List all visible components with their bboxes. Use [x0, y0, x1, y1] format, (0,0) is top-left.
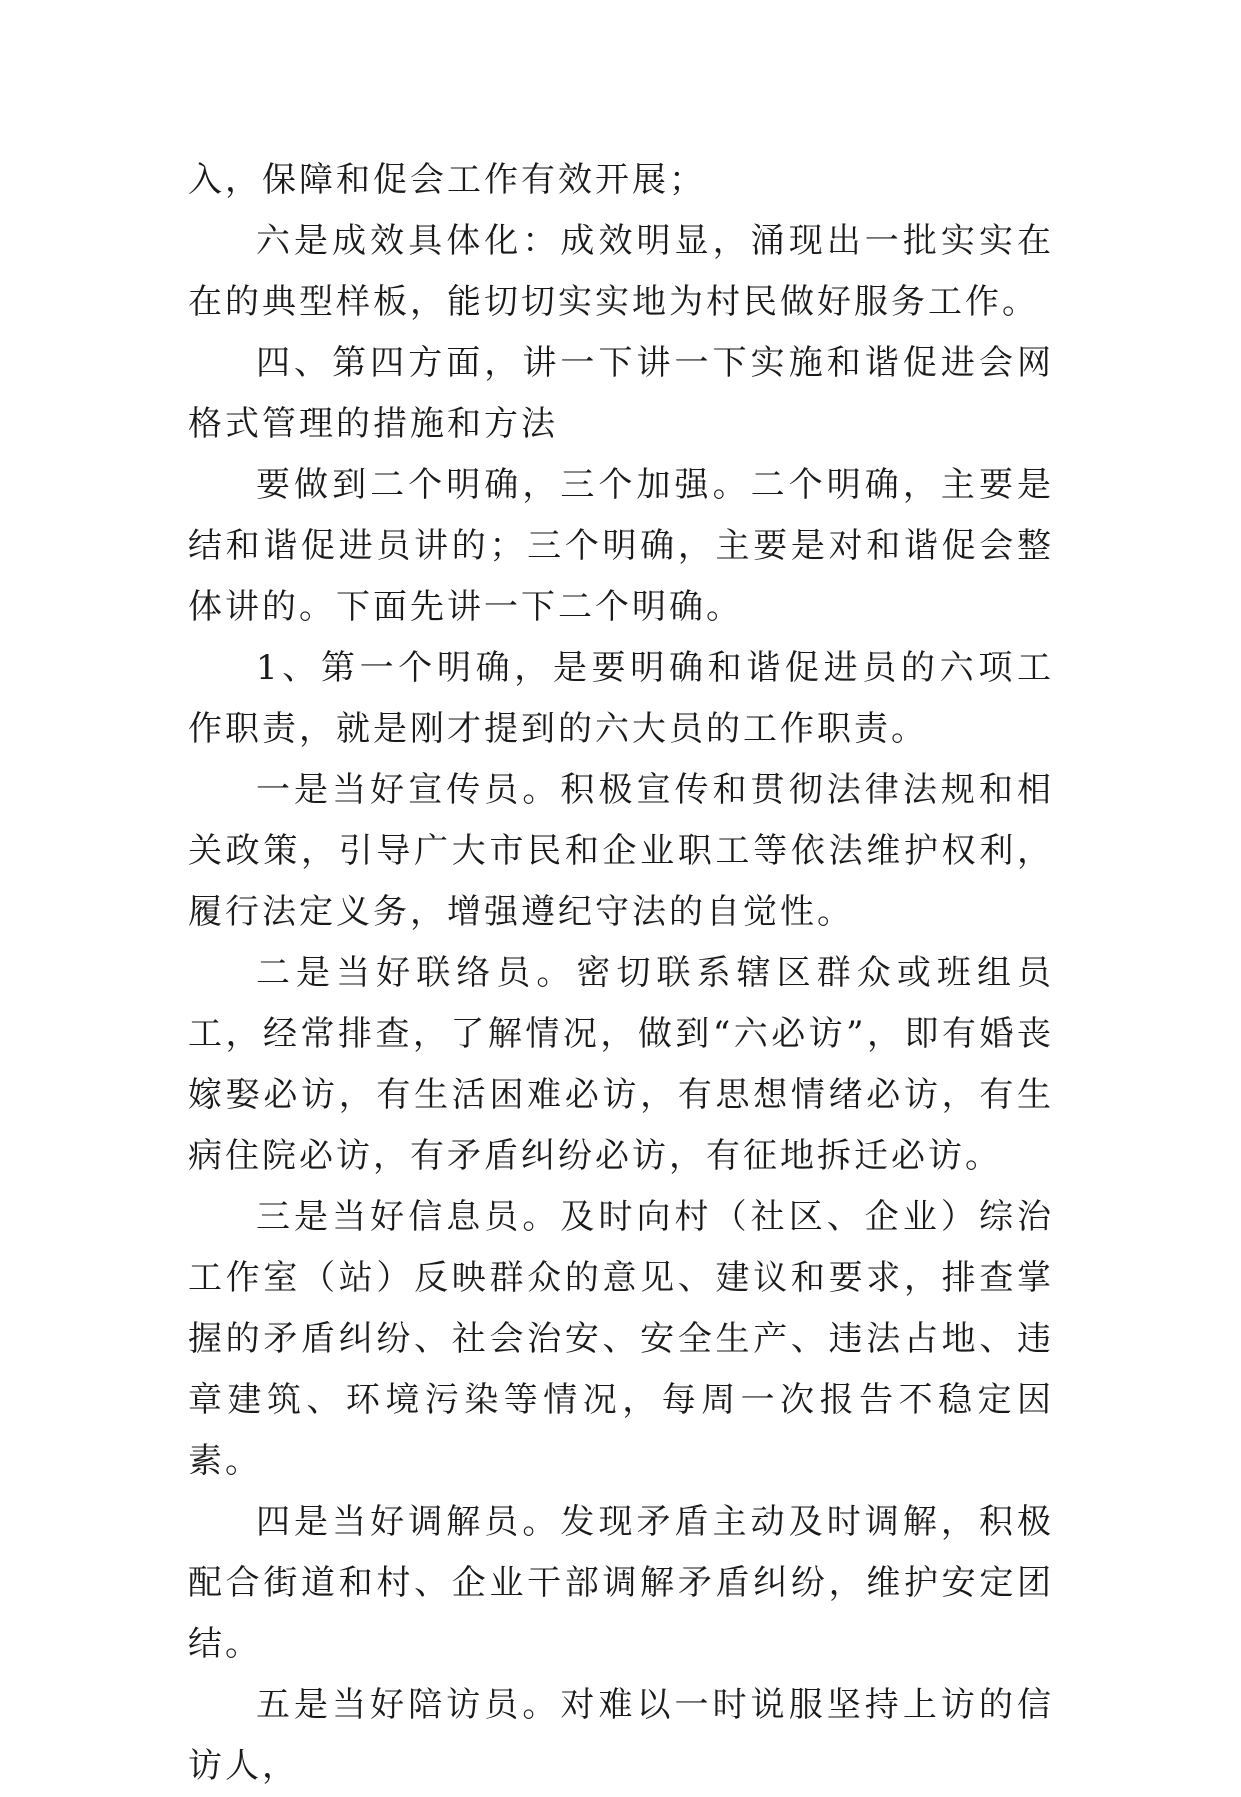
document-body [188, 150, 1054, 1797]
paragraph-publicist: 一是当好宣传员。积极宣传和贯彻法律法规和相关政策，引导广大市民和企业职工等依法维护权利，履行法定义务，增强遵纪守法的自觉性。 [188, 770, 1054, 932]
paragraph-escort: 五是当好陪访员。对难以一时说服坚持上访的信访人， [188, 1685, 1054, 1786]
paragraph-two-clarities-intro: 要做到二个明确，三个加强。二个明确，主要是结和谐促进员讲的；三个明确，主要是对和谐促会整体讲的。下面先讲一下二个明确。 [188, 465, 1054, 627]
paragraph-liaison: 二是当好联络员。密切联系辖区群众或班组员工，经常排查，了解情况，做到“六必访”，即有婚丧嫁娶必访，有生活困难必访，有思想情绪必访，有生病住院必访，有矛盾纠纷必访，有征地拆迁必访。 [188, 953, 1054, 1176]
paragraph-informant: 三是当好信息员。及时向村（社区、企业）综治工作室（站）反映群众的意见、建议和要求，排查掌握的矛盾纠纷、社会治安、安全生产、违法占地、违章建筑、环境污染等情况，每周一次报告不稳定因素。 [188, 1197, 1054, 1481]
section-heading-four: 四、第四方面，讲一下讲一下实施和谐促进会网格式管理的措施和方法 [188, 343, 1054, 444]
paragraph-item-six-results: 六是成效具体化：成效明显，涌现出一批实实在在的典型样板，能切切实实地为村民做好服务工作。 [188, 221, 1054, 322]
paragraph-continuation: 入，保障和促会工作有效开展； [188, 160, 706, 200]
paragraph-mediator: 四是当好调解员。发现矛盾主动及时调解，积极配合街道和村、企业干部调解矛盾纠纷，维护安定团结。 [188, 1502, 1054, 1664]
paragraph-first-clarity: 1、第一个明确，是要明确和谐促进员的六项工作职责，就是刚才提到的六大员的工作职责。 [188, 648, 1054, 749]
